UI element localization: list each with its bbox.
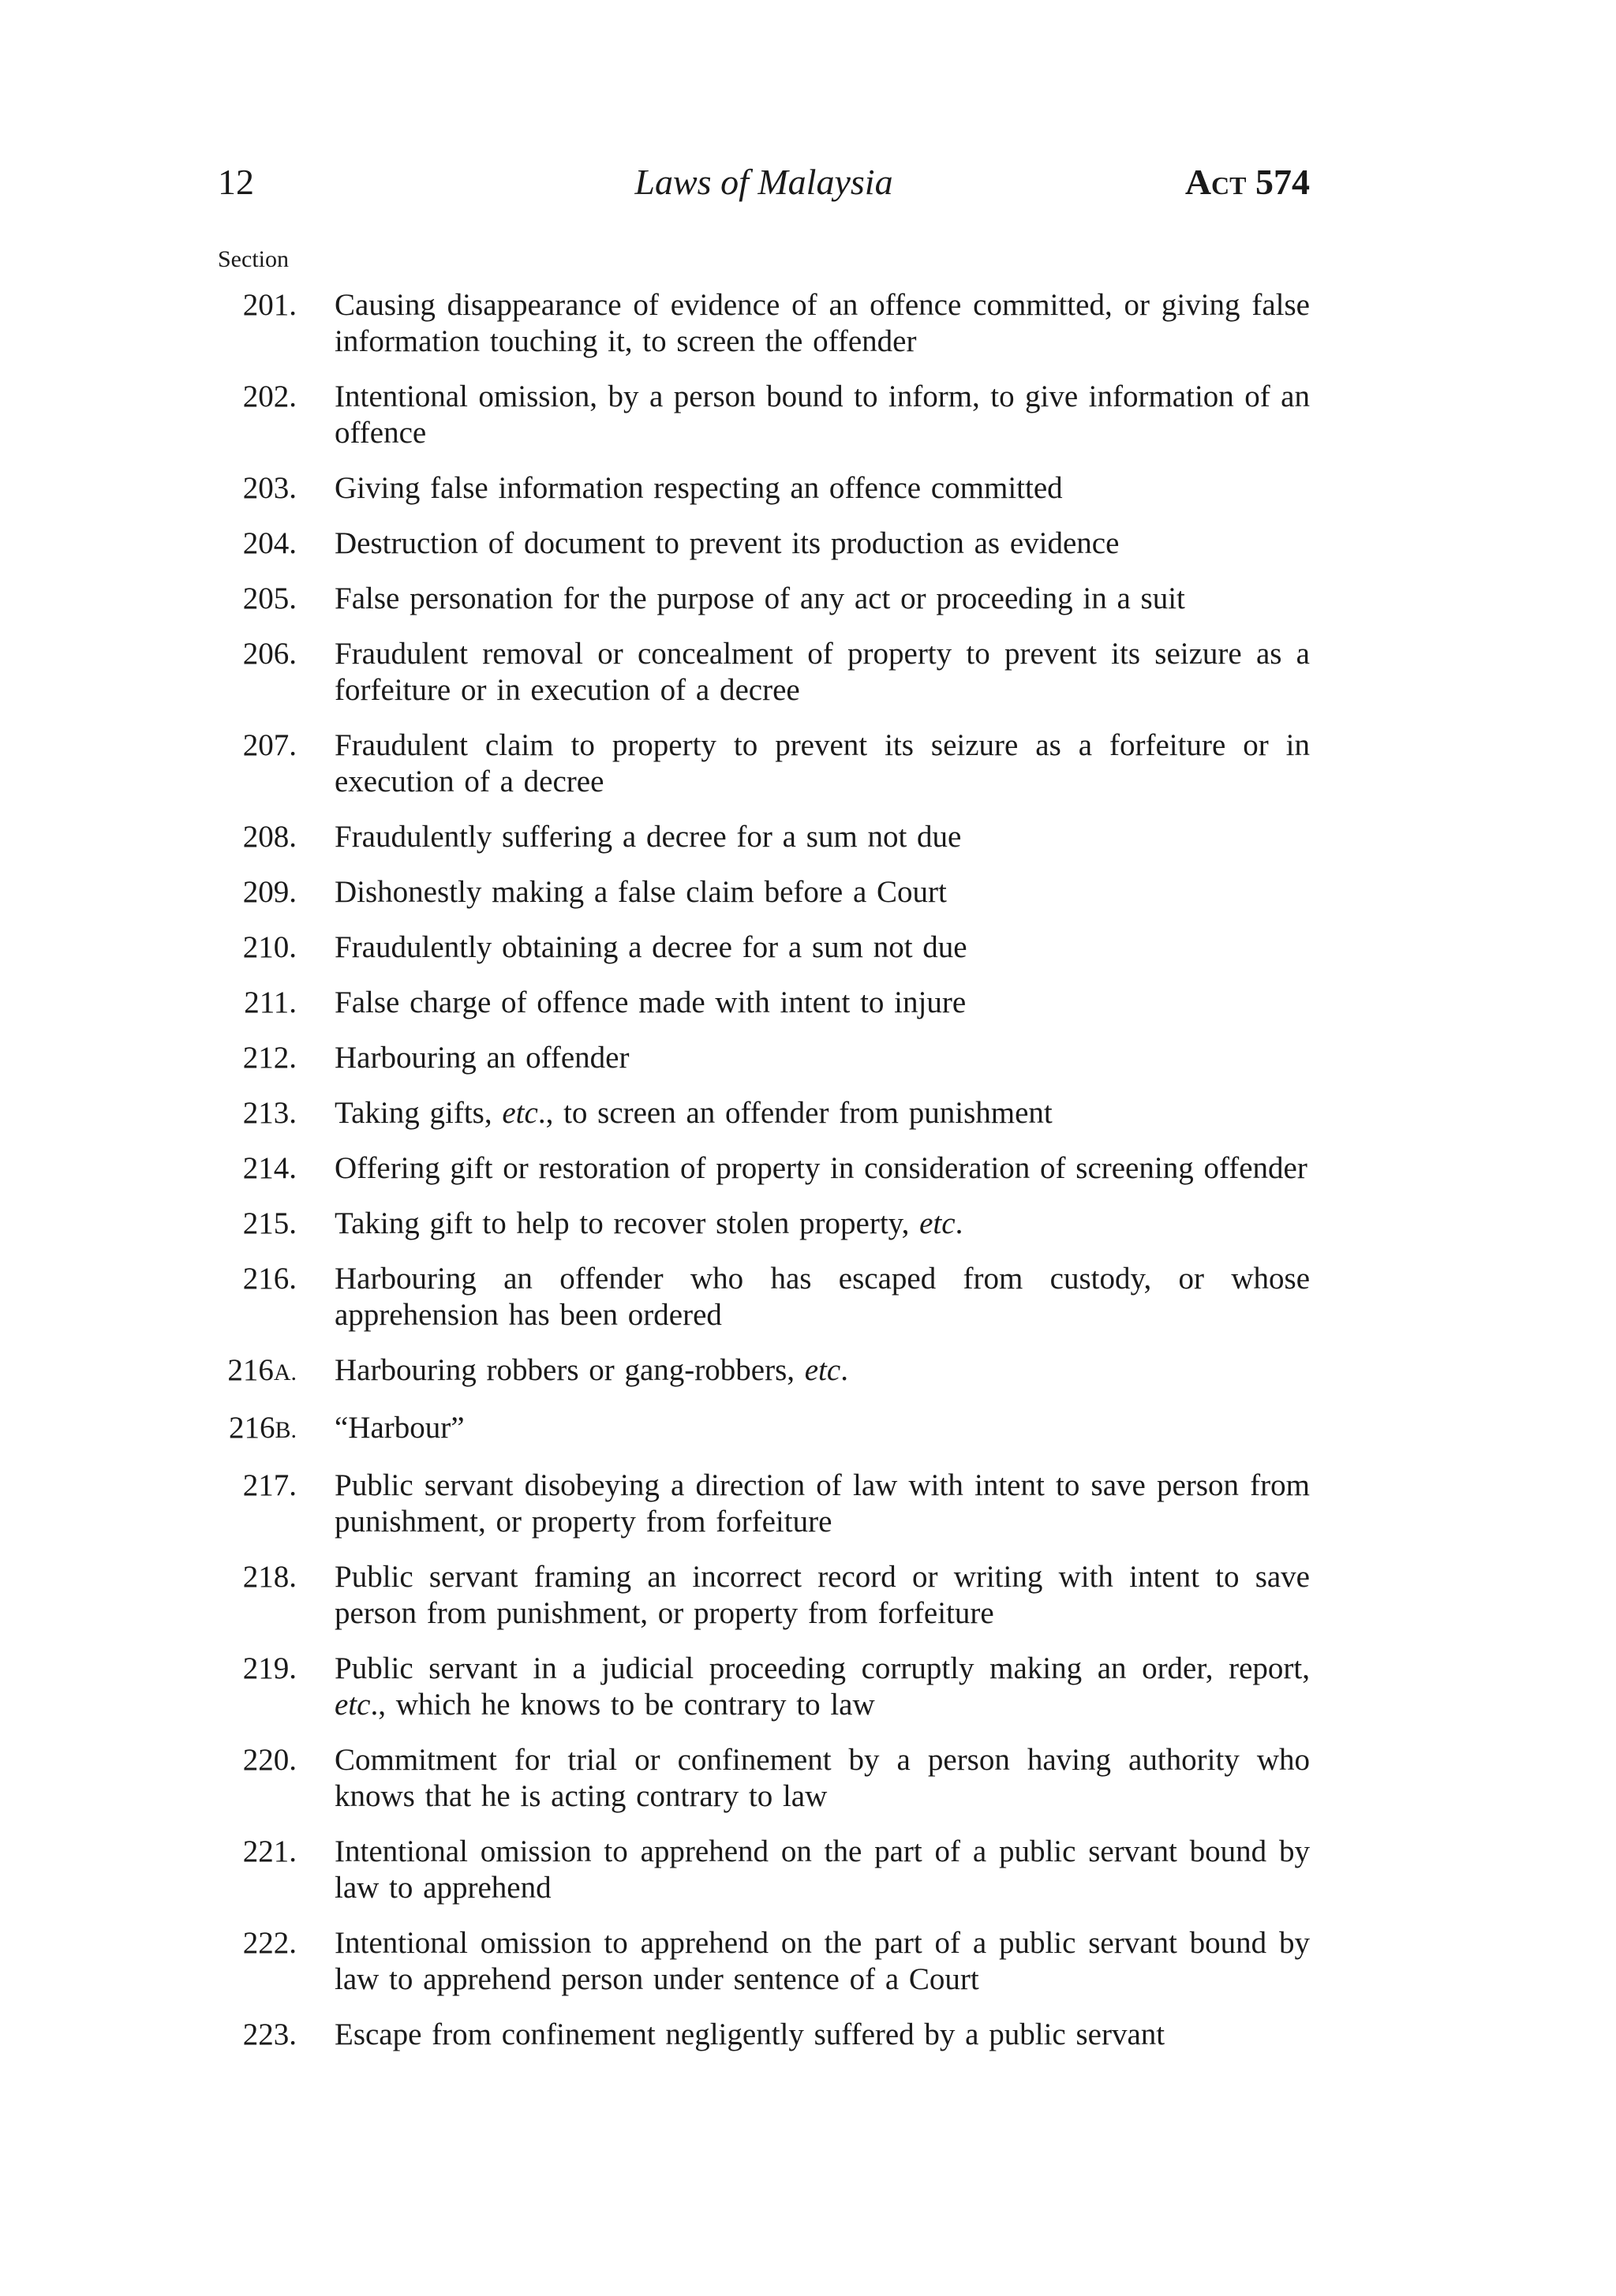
section-title: False charge of offence made with intent to injure <box>335 985 967 1019</box>
section-number-main: 221. <box>242 1834 297 1868</box>
section-number-main: 211. <box>244 985 297 1019</box>
section-number-main: 219. <box>242 1651 297 1685</box>
section-number <box>218 1468 335 1504</box>
toc-entry <box>218 929 1310 966</box>
section-number-main: 222. <box>242 1926 297 1960</box>
section-number <box>218 470 335 507</box>
section-title-part: Taking gift to help to recover stolen property, <box>335 1206 920 1240</box>
section-title: Dishonestly making a false claim before a Court <box>335 875 947 909</box>
section-number-main: 212. <box>242 1041 297 1075</box>
section-number-main: 201. <box>242 288 297 322</box>
section-title-part: Harbouring robbers or gang-robbers, <box>335 1353 805 1387</box>
section-number-main: 218. <box>242 1560 297 1594</box>
section-title: Destruction of document to prevent its production as evidence <box>335 526 1120 560</box>
table-of-contents <box>218 287 1310 2072</box>
section-title <box>335 1206 1310 1242</box>
section-number <box>218 525 335 562</box>
section-number <box>218 581 335 617</box>
section-number <box>218 985 335 1021</box>
page-title: Laws of Malaysia <box>634 162 893 202</box>
toc-entry <box>218 727 1310 800</box>
toc-entry <box>218 1206 1310 1242</box>
section-number <box>218 1040 335 1076</box>
section-number-main: 216. <box>242 1262 297 1296</box>
toc-entry <box>218 1559 1310 1632</box>
section-number <box>218 1352 335 1391</box>
section-title: Giving false information respecting an offence committed <box>335 471 1063 505</box>
section-title: Public servant disobeying a direction of law with intent to save person from punishment, or property from forfeiture <box>335 1468 1310 1539</box>
section-number-suffix: B. <box>275 1417 297 1443</box>
section-number-main: 204. <box>242 526 297 560</box>
toc-entry <box>218 1651 1310 1723</box>
act-number: 574 <box>1255 162 1310 202</box>
section-title: Harbouring an offender who has escaped from custody, or whose apprehension has been ordered <box>335 1262 1310 1332</box>
section-title <box>335 1352 1310 1389</box>
section-number-suffix: A. <box>273 1359 297 1385</box>
section-title: Escape from confinement negligently suffered by a public servant <box>335 2017 1165 2051</box>
toc-entry <box>218 1925 1310 1998</box>
section-title-part: Taking gifts, <box>335 1096 503 1130</box>
section-number <box>218 287 335 323</box>
section-number-main: 220. <box>242 1743 297 1777</box>
toc-entry <box>218 1095 1310 1131</box>
section-number <box>218 1559 335 1595</box>
section-number-main: 205. <box>242 581 297 615</box>
section-title: Intentional omission to apprehend on the part of a public servant bound by law to apprehend <box>335 1834 1310 1905</box>
section-title: Intentional omission to apprehend on the part of a public servant bound by law to apprehend person under sentence of a Court <box>335 1926 1310 1996</box>
toc-entry <box>218 985 1310 1021</box>
toc-entry <box>218 1150 1310 1187</box>
section-title: Fraudulent removal or concealment of property to prevent its seizure as a forfeiture or in execution of a decree <box>335 637 1310 707</box>
section-number <box>218 1150 335 1187</box>
section-number <box>218 727 335 764</box>
section-title-italic: etc <box>502 1096 538 1130</box>
section-number <box>218 1834 335 1870</box>
section-number <box>218 1206 335 1242</box>
toc-entry <box>218 1410 1310 1449</box>
section-number <box>218 1261 335 1297</box>
section-title: False personation for the purpose of any act or proceeding in a suit <box>335 581 1185 615</box>
toc-entry <box>218 819 1310 855</box>
toc-entry <box>218 874 1310 911</box>
section-title-italic: etc <box>804 1353 841 1387</box>
section-number-main: 216 <box>228 1411 275 1445</box>
section-number-main: 208. <box>242 820 297 854</box>
page-number: 12 <box>218 162 254 202</box>
section-title-part: ., which he knows to be contrary to law <box>370 1688 875 1722</box>
section-title: Offering gift or restoration of property in consideration of screening offender <box>335 1151 1307 1185</box>
act-label <box>1185 155 1310 210</box>
toc-entry <box>218 470 1310 507</box>
section-number-main: 223. <box>242 2017 297 2051</box>
section-number-main: 209. <box>242 875 297 909</box>
section-heading: Section <box>218 246 289 272</box>
page-header <box>218 155 1310 210</box>
section-title <box>335 1651 1310 1723</box>
section-title <box>335 1095 1310 1131</box>
section-title: Causing disappearance of evidence of an offence committed, or giving false information touching it, to screen the offender <box>335 288 1310 358</box>
section-number-main: 214. <box>242 1151 297 1185</box>
toc-entry <box>218 1040 1310 1076</box>
section-number <box>218 1925 335 1961</box>
section-title-part: . <box>840 1353 848 1387</box>
section-number-main: 202. <box>242 380 297 413</box>
toc-entry <box>218 379 1310 451</box>
section-title: Fraudulently obtaining a decree for a sum not due <box>335 930 967 964</box>
toc-entry <box>218 525 1310 562</box>
section-number-main: 206. <box>242 637 297 671</box>
toc-entry <box>218 287 1310 360</box>
section-title: Commitment for trial or confinement by a person having authority who knows that he is acting contrary to law <box>335 1743 1310 1813</box>
section-number <box>218 636 335 672</box>
section-number-main: 210. <box>242 930 297 964</box>
section-number-main: 217. <box>242 1468 297 1502</box>
section-number <box>218 1095 335 1131</box>
section-title: Fraudulent claim to property to prevent its seizure as a forfeiture or in execution of a decree <box>335 728 1310 798</box>
act-label-smallcaps: ct <box>1211 162 1247 202</box>
act-label-prefix: A <box>1184 162 1212 202</box>
section-number-main: 216 <box>227 1353 274 1387</box>
section-number <box>218 819 335 855</box>
section-number-main: 203. <box>242 471 297 505</box>
section-title-italic: etc <box>335 1688 371 1722</box>
section-number-main: 207. <box>242 728 297 762</box>
section-title-part: . <box>955 1206 963 1240</box>
section-title-part: Public servant in a judicial proceeding corruptly making an order, report, <box>335 1651 1310 1685</box>
section-title: Intentional omission, by a person bound to inform, to give information of an offence <box>335 380 1310 450</box>
section-title-italic: etc <box>919 1206 956 1240</box>
toc-entry <box>218 2017 1310 2053</box>
section-number <box>218 1651 335 1687</box>
section-number <box>218 874 335 911</box>
section-title: Fraudulently suffering a decree for a sum not due <box>335 820 962 854</box>
section-number <box>218 1742 335 1778</box>
toc-entry <box>218 1261 1310 1333</box>
toc-entry <box>218 1352 1310 1391</box>
toc-entry <box>218 636 1310 709</box>
toc-entry <box>218 1834 1310 1906</box>
section-number <box>218 1410 335 1449</box>
section-title: Harbouring an offender <box>335 1041 630 1075</box>
toc-entry <box>218 581 1310 617</box>
section-title: Public servant framing an incorrect record or writing with intent to save person from punishment, or property from forfeiture <box>335 1560 1310 1630</box>
section-number <box>218 929 335 966</box>
toc-entry <box>218 1742 1310 1815</box>
section-number-main: 215. <box>242 1206 297 1240</box>
section-number <box>218 2017 335 2053</box>
section-title-part: ., to screen an offender from punishment <box>537 1096 1053 1130</box>
section-number-main: 213. <box>242 1096 297 1130</box>
section-number <box>218 379 335 415</box>
toc-entry <box>218 1468 1310 1540</box>
section-title: “Harbour” <box>335 1411 465 1445</box>
